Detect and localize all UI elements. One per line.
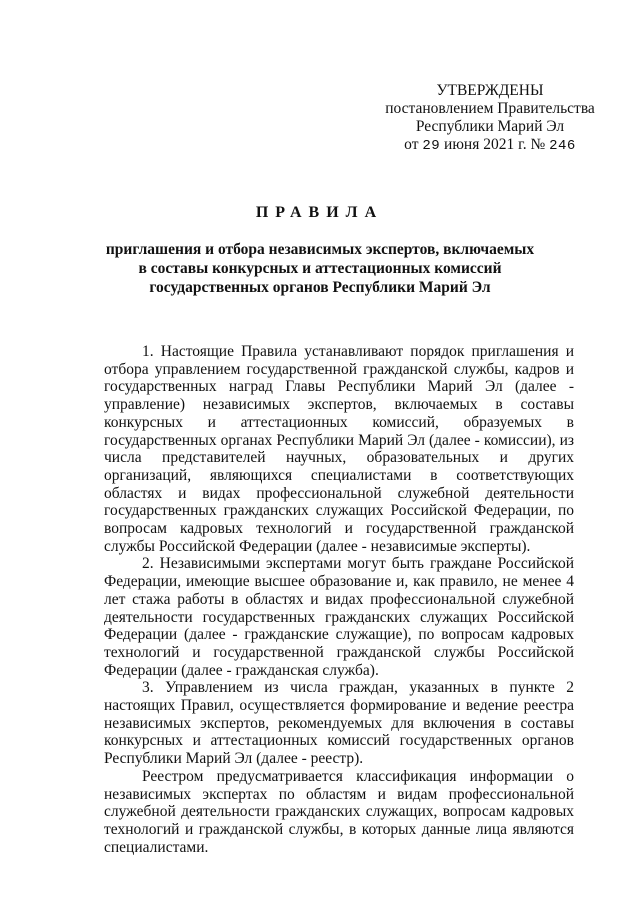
approval-line-3: Республики Марий Эл [415, 118, 565, 135]
document-title: ПРАВИЛА [255, 204, 384, 221]
date-number: 246 [549, 138, 576, 154]
date-prefix: от [404, 136, 419, 153]
date-day: 29 [422, 138, 441, 154]
document-subtitle [60, 240, 580, 297]
date-rest: июня 2021 г. № [444, 136, 546, 153]
paragraph-1: 1. Настоящие Правила устанавливают порядок приглашения и отбора управлением государственной гражданской службы, кадров и государственных наград Главы Республики Марий Эл (далее - управление) независимых экспертов, включаемых в составы конкурсных и аттестационных комиссий, образуемых в государственных органах Республики Марий Эл (далее - комиссии), из числа представителей научных, образовательных и других организаций, являющихся специалистами в соответствующих областях и видах профессиональной служебной деятельности государственных гражданских служащих Российской Федерации, по вопросам кадровых технологий и государственной гражданской службы Российской Федерации (далее - независимые эксперты). [104, 343, 574, 555]
subtitle-line-3: государственных органов Республики Марий Эл [149, 279, 491, 296]
approval-stamp [360, 82, 620, 155]
subtitle-line-2: в составы конкурсных и аттестационных комиссий [138, 260, 502, 277]
approval-line-2: постановлением Правительства [385, 100, 595, 117]
paragraph-4: Реестром предусматривается классификация информации о независимых экспертах по областям и видам профессиональной служебной деятельности гражданских служащих, вопросам кадровых технологий и гражданской службы, в которых данные лица являются специалистами. [104, 767, 574, 856]
paragraph-3: 3. Управлением из числа граждан, указанных в пункте 2 настоящих Правил, осуществляется формирование и ведение реестра независимых экспертов, рекомендуемых для включения в составы конкурсных и аттестационных комиссий государственных органов Республики Марий Эл (далее - реестр). [104, 679, 574, 768]
document-body [104, 343, 574, 856]
subtitle-line-1: приглашения и отбора независимых экспертов, включаемых [105, 241, 535, 258]
approval-line-1: УТВЕРЖДЕНЫ [436, 82, 544, 99]
approval-date [360, 136, 620, 155]
paragraph-2: 2. Независимыми экспертами могут быть граждане Российской Федерации, имеющие высшее образование и, как правило, не менее 4 лет стажа работы в областях и видах профессиональной служебной деятельности государственных гражданских служащих Российской Федерации (далее - гражданские служащие), по вопросам кадровых технологий и государственной гражданской службы Российской Федерации (далее - гражданская служба). [104, 555, 574, 679]
